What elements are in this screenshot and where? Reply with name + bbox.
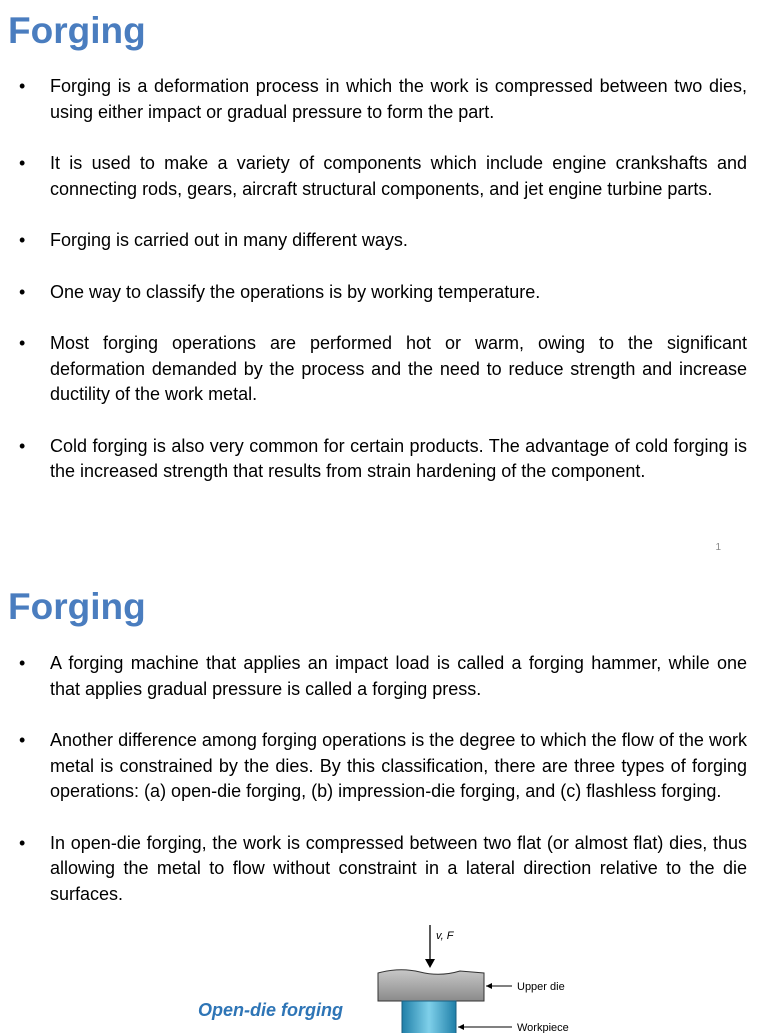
open-die-forging-diagram — [360, 923, 620, 1033]
page-number: 1 — [715, 542, 721, 553]
bullet-item: • Cold forging is also very common for certain products. The advantage of cold forging is the increased strength that results from strain hardening of the component. — [0, 434, 768, 485]
upper-die-label: Upper die — [517, 981, 565, 993]
bullet-item: • It is used to make a variety of components which include engine crankshafts and connecting rods, gears, aircraft structural components, and jet engine turbine parts. — [0, 151, 768, 202]
bullet-item: • Forging is a deformation process in which the work is compressed between two dies, using either impact or gradual pressure to form the part. — [0, 74, 768, 125]
force-arrowhead — [425, 959, 435, 968]
bullet-list — [0, 651, 768, 933]
force-label: v, F — [436, 930, 454, 942]
bullet-item: • Most forging operations are performed hot or warm, owing to the significant deformation demanded by the process and the need to reduce strength and increase ductility of the work metal. — [0, 331, 768, 408]
slide-2 — [0, 578, 768, 1033]
bullet-item: • In open-die forging, the work is compressed between two flat (or almost flat) dies, thus allowing the metal to flow without constraint in a lateral direction relative to the die surfaces. — [0, 831, 768, 908]
bullet-item: • Another difference among forging operations is the degree to which the flow of the work metal is constrained by the dies. By this classification, there are three types of forging operations: (a) open-die forging, (b) impression-die forging, and (c) flashless forging. — [0, 728, 768, 805]
bullet-item: • One way to classify the operations is by working temperature. — [0, 280, 768, 306]
bullet-item: • Forging is carried out in many different ways. — [0, 228, 768, 254]
bullet-item: • A forging machine that applies an impact load is called a forging hammer, while one that applies gradual pressure is called a forging press. — [0, 651, 768, 702]
slide-title: Forging — [8, 10, 146, 51]
diagram-caption: Open-die forging — [198, 1000, 343, 1020]
workpiece — [402, 1001, 456, 1033]
upper-die — [378, 970, 484, 1001]
slide-title: Forging — [8, 586, 146, 627]
bullet-list — [0, 74, 768, 511]
workpiece-label: Workpiece — [517, 1022, 569, 1033]
